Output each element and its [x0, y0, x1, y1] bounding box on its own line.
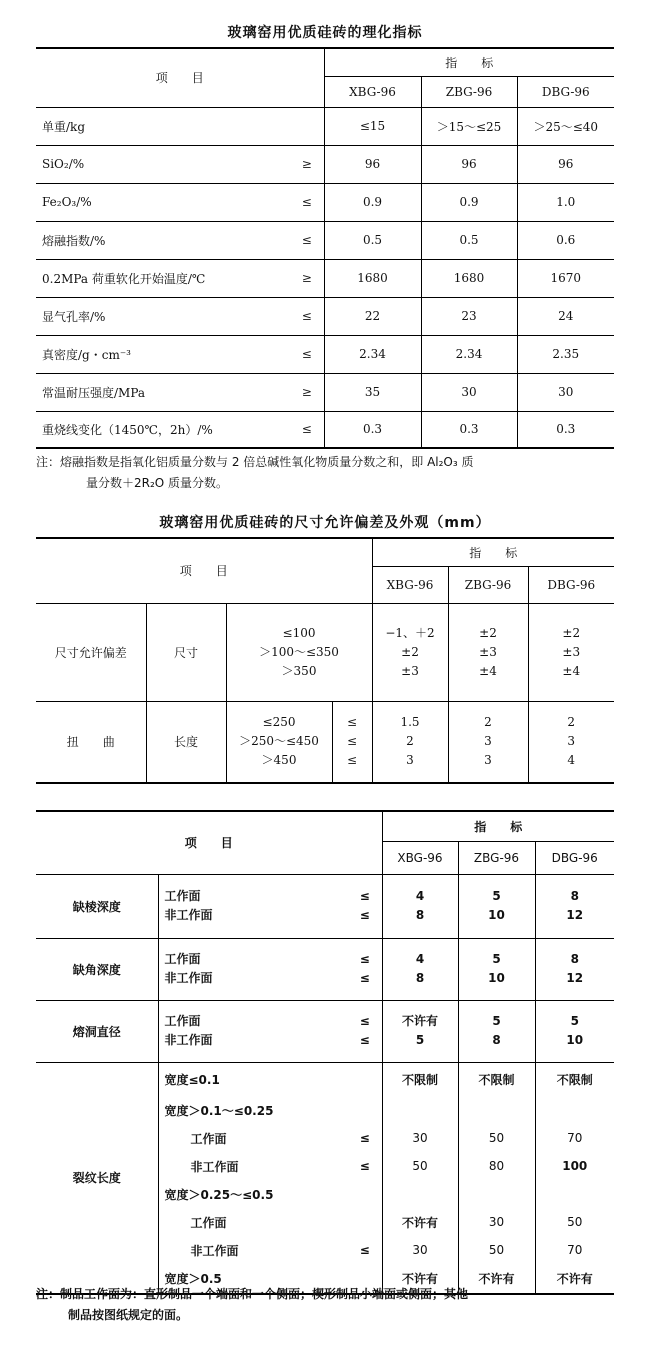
table-row [36, 297, 614, 335]
cell: 8 [570, 952, 579, 966]
table-row [36, 373, 614, 411]
cell: ＞15～≤25 [421, 107, 517, 145]
cell: 0.3 [421, 411, 517, 448]
row-op [290, 107, 324, 145]
cell: 1680 [421, 259, 517, 297]
range: ＞350 [281, 663, 317, 678]
row-op: ≤ [290, 411, 324, 448]
cell: 0.5 [421, 221, 517, 259]
header-grade: ZBG-96 [448, 566, 528, 603]
width-range: 宽度＞0.25～≤0.5 [164, 1187, 274, 1202]
table-row [36, 221, 614, 259]
cell: 0.5 [324, 221, 421, 259]
cell: 10 [488, 971, 505, 985]
header-index: 指 标 [324, 48, 614, 76]
row-label: 0.2MPa 荷重软化开始温度/℃ [42, 271, 206, 286]
sub-label: 非工作面 [190, 1159, 239, 1174]
crack-length-label: 裂纹长度 [36, 1062, 158, 1294]
cell: 5 [492, 889, 501, 903]
cell: 2 [484, 715, 492, 730]
hole-diameter-label: 熔洞直径 [36, 1000, 158, 1062]
header-grade: ZBG-96 [458, 841, 535, 874]
cell: ＞25～≤40 [533, 119, 599, 134]
sub-label: 工作面 [164, 952, 201, 966]
cell: 70 [567, 1131, 583, 1145]
cell: 5 [570, 1014, 579, 1028]
table-row [36, 938, 614, 1000]
range: ＞250～≤450 [239, 734, 319, 749]
corner-depth-label: 缺角深度 [36, 938, 158, 1000]
cell: 2 [567, 715, 576, 730]
row-op: ≤ [290, 221, 324, 259]
header-item: 项 目 [36, 48, 324, 107]
cell: 2.35 [552, 347, 580, 361]
cell: 10 [566, 1033, 584, 1047]
cell: 0.3 [556, 422, 576, 437]
note-line: 注：制品工作面为：直形制品一个端面和一个侧面；楔形制品小端面或侧面；其他 [36, 1287, 469, 1301]
cell: 不限制 [458, 1062, 535, 1096]
sub-label: 非工作面 [164, 971, 213, 985]
cell: 5 [415, 1033, 425, 1047]
cell: 1680 [324, 259, 421, 297]
table-row [36, 411, 614, 448]
cell: 不许有 [458, 1264, 535, 1294]
cell: 4 [415, 889, 425, 903]
cell: ±3 [562, 644, 581, 659]
row-op: ≤ [290, 297, 324, 335]
cell: 50 [382, 1152, 458, 1180]
cell: 2 [406, 734, 414, 749]
sub-label: 非工作面 [164, 908, 213, 922]
row-label: 熔融指数/% [42, 233, 106, 248]
row-op: ≥ [290, 145, 324, 183]
cell: 不许有 [556, 1272, 593, 1286]
cell: 1670 [550, 271, 582, 285]
cell: 4 [567, 753, 576, 768]
row-label: SiO₂/% [42, 157, 85, 171]
range: ＞100～≤350 [259, 644, 339, 659]
cell: ±3 [401, 663, 419, 678]
header-grade: XBG-96 [324, 76, 421, 107]
cell: 1.0 [556, 195, 576, 209]
header-grade: XBG-96 [372, 566, 448, 603]
cell: 3 [484, 753, 492, 768]
row-label: 真密度/g・cm⁻³ [42, 347, 131, 362]
note-line: 注：熔融指数是指氧化铝质量分数与 2 倍总碱性氧化物质量分数之和，即 Al₂O₃ 质 [36, 455, 474, 469]
cell: 30 [382, 1236, 458, 1264]
table2-title: 玻璃窑用优质硅砖的尺寸允许偏差及外观（mm） [159, 515, 491, 531]
cell: 12 [566, 971, 584, 985]
cell: 100 [562, 1159, 588, 1173]
cell: 3 [484, 734, 492, 749]
cell: ±2 [562, 625, 581, 640]
width-range: 宽度≤0.1 [164, 1072, 220, 1087]
row-label: 常温耐压强度/MPa [42, 385, 146, 400]
cell: ±2 [479, 625, 497, 640]
width-range: 宽度＞0.5 [164, 1272, 222, 1286]
header-grade: DBG-96 [528, 566, 614, 603]
table-row [36, 603, 614, 701]
row-label: 单重/kg [42, 119, 85, 134]
header-grade: DBG-96 [535, 841, 614, 874]
cell: 96 [421, 145, 517, 183]
cell: 30 [458, 1208, 535, 1236]
physicochemical-table [36, 47, 614, 449]
edge-depth-label: 缺棱深度 [36, 874, 158, 938]
cell: 50 [458, 1236, 535, 1264]
cell: ±2 [401, 644, 419, 659]
cell: 30 [558, 385, 574, 399]
cell: 50 [567, 1215, 583, 1229]
cell: 30 [421, 373, 517, 411]
tolerance-table [36, 537, 614, 784]
cell: ≤15 [324, 107, 421, 145]
cell: ±3 [479, 644, 497, 659]
sub-label: 非工作面 [190, 1243, 239, 1258]
table1-note [36, 452, 626, 494]
op: ≤ [348, 1152, 382, 1180]
cell: 24 [558, 309, 574, 323]
note-line: 量分数＋2R₂O 质量分数。 [86, 476, 229, 490]
cell: ±4 [562, 663, 581, 678]
cell: 30 [382, 1124, 458, 1152]
size-sub-label: 尺寸 [146, 603, 226, 701]
width-range: 宽度＞0.1～≤0.25 [164, 1103, 274, 1118]
warp-sub-label: 长度 [146, 701, 226, 783]
cell: 不限制 [382, 1062, 458, 1096]
header-index: 指 标 [382, 811, 614, 841]
op: ≤ [359, 1033, 370, 1047]
table-row [36, 335, 614, 373]
cell: 2.34 [324, 335, 421, 373]
cell: 8 [492, 1033, 501, 1047]
sub-label: 非工作面 [164, 1033, 213, 1047]
cell: 1.5 [400, 715, 420, 730]
row-op: ≥ [290, 259, 324, 297]
cell: 2.34 [421, 335, 517, 373]
op: ≤ [359, 971, 370, 985]
cell: ±4 [479, 663, 497, 678]
row-op: ≤ [290, 183, 324, 221]
header-item: 项 目 [36, 538, 372, 603]
op: ≤ [346, 734, 358, 749]
table-row [36, 1062, 614, 1096]
cell: 不许有 [401, 1014, 438, 1028]
op: ≤ [348, 1124, 382, 1152]
cell: 8 [415, 971, 425, 985]
op: ≤ [359, 889, 370, 903]
op: ≤ [359, 952, 370, 966]
cell: 96 [324, 145, 421, 183]
cell: 3 [406, 753, 414, 768]
cell: 50 [458, 1124, 535, 1152]
header-index: 指 标 [372, 538, 614, 566]
cell: 8 [415, 908, 425, 922]
range: ＞450 [261, 753, 297, 768]
op: ≤ [346, 753, 358, 768]
cell: 8 [570, 889, 579, 903]
table-row [36, 107, 614, 145]
cell: 4 [415, 952, 425, 966]
table1-title: 玻璃窑用优质硅砖的理化指标 [227, 25, 423, 41]
cell: 3 [567, 734, 576, 749]
table-row [36, 183, 614, 221]
cell: 0.3 [324, 411, 421, 448]
warp-label: 扭 曲 [36, 701, 146, 783]
cell: 10 [488, 908, 505, 922]
row-label: 重烧线变化（1450℃，2h）/% [42, 422, 213, 437]
cell: 80 [458, 1152, 535, 1180]
op: ≤ [359, 1014, 370, 1028]
table3-note [36, 1284, 636, 1326]
table-row [36, 1000, 614, 1062]
table-row [36, 701, 614, 783]
sub-label: 工作面 [164, 1014, 201, 1028]
op: ≤ [359, 908, 370, 922]
table-row [36, 259, 614, 297]
cell: 35 [324, 373, 421, 411]
header-grade: XBG-96 [382, 841, 458, 874]
cell: 5 [492, 952, 501, 966]
op: ≤ [346, 715, 358, 730]
cell: 12 [566, 908, 584, 922]
row-label: 显气孔率/% [42, 309, 106, 324]
cell: −1、＋2 [385, 625, 435, 640]
sub-label: 工作面 [190, 1215, 227, 1230]
header-item: 项 目 [36, 811, 382, 874]
appearance-table [36, 810, 614, 1295]
cell: 不许有 [382, 1208, 458, 1236]
cell: 不许有 [382, 1264, 458, 1294]
cell: 0.9 [324, 183, 421, 221]
sub-label: 工作面 [190, 1131, 227, 1146]
table-row [36, 145, 614, 183]
cell: 不限制 [556, 1072, 593, 1087]
header-grade: ZBG-96 [421, 76, 517, 107]
cell: 0.9 [421, 183, 517, 221]
range: ≤250 [262, 715, 296, 730]
op [348, 1208, 382, 1236]
row-label: Fe₂O₃/% [42, 195, 92, 209]
cell: 23 [421, 297, 517, 335]
cell: 96 [558, 157, 574, 171]
row-op: ≤ [290, 335, 324, 373]
cell: 70 [567, 1243, 583, 1257]
cell: 22 [324, 297, 421, 335]
cell: 0.6 [556, 233, 576, 247]
table-row [36, 874, 614, 938]
range: ≤100 [282, 625, 316, 640]
size-tolerance-label: 尺寸允许偏差 [36, 603, 146, 701]
note-line: 制品按图纸规定的面。 [68, 1308, 189, 1322]
header-grade: DBG-96 [517, 76, 614, 107]
op: ≤ [348, 1236, 382, 1264]
cell: 5 [492, 1014, 501, 1028]
row-op: ≥ [290, 373, 324, 411]
sub-label: 工作面 [164, 889, 201, 903]
